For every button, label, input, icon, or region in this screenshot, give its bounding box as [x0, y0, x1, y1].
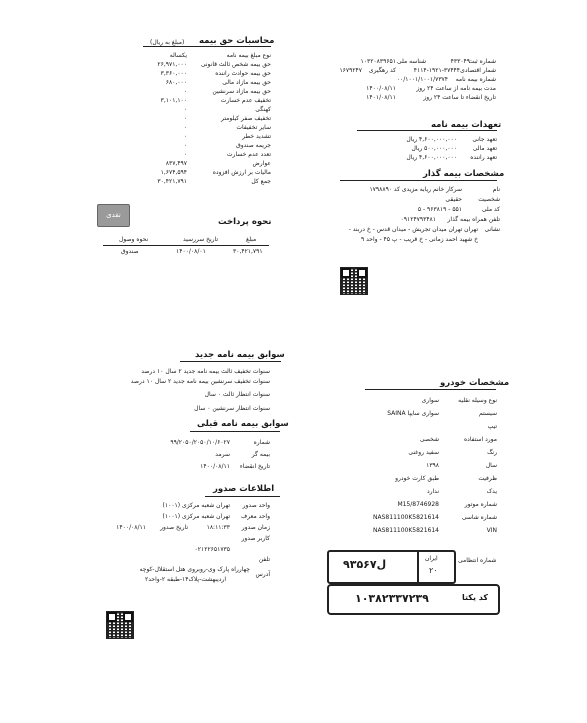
table-row: [125, 169, 271, 178]
history-prev-list: [130, 439, 270, 475]
divider: [180, 361, 281, 362]
issue-time-label: زمان صدور: [241, 524, 270, 531]
commitments-title: تعهدات بیمه نامه: [431, 120, 502, 130]
address-line-1: تهران تهران میدان تجریش - میدان قدس - خ دربند -: [348, 226, 478, 233]
national-code: ۵ - ۹۶۳۸۱۹ - ۵۵۱: [417, 206, 462, 213]
info-row: [326, 85, 496, 94]
info-row: [330, 186, 500, 196]
info-row: [360, 514, 497, 527]
start-date: ۱۴۰۰/۰۸/۱۱: [366, 85, 396, 92]
issuing-unit: تهران شعبه مرکزی (۱۰۰۱): [162, 502, 230, 509]
registration-number-label: شماره ثبت: [468, 58, 496, 65]
info-row: [130, 463, 270, 475]
issuer-address-line-2: اردیبهشت-پلاک۱۴-طبقه ۲-واحد۲: [145, 576, 226, 583]
row-value: ۶۸۰,۰۰۰: [165, 79, 187, 86]
info-row: [360, 397, 497, 410]
table-row: [125, 115, 271, 124]
premium-calc-table: [125, 52, 271, 187]
plate-number: ۹۳ل۵۶۷: [343, 558, 387, 571]
chassis-number-label: شماره شاسی: [461, 514, 497, 521]
info-row: [330, 236, 500, 246]
referring-unit: تهران شعبه مرکزی (۱۰۰۱): [162, 513, 230, 520]
phone-number: ۰۲۱۲۲۶۵۱۷۳۵: [194, 546, 230, 553]
item-value: ۴,۶۰۰,۰۰۰,۰۰۰ ریال: [406, 154, 457, 161]
row-value: ۳,۳۶۰,۰۰۰: [160, 70, 187, 77]
issuance-details: [100, 502, 270, 586]
row-value: ۰: [183, 151, 187, 158]
row-value: ۰: [183, 115, 187, 122]
divider: [103, 245, 269, 246]
vehicle-system: سواری سایپا SAINA: [387, 410, 439, 417]
tracking-code: ۱۶۷۹۲۴۷: [339, 67, 362, 74]
history-new-title: سوابق بیمه نامه جدید: [195, 350, 285, 360]
table-row: [125, 79, 271, 88]
list-item: سنوات تخفیف ثالث بیمه نامه جدید ۲ سال ۱۰ درصد: [141, 368, 270, 375]
divider: [143, 46, 271, 47]
divider: [340, 180, 497, 181]
item-value: ۵۰۰,۰۰۰,۰۰۰ ریال: [411, 145, 457, 152]
plate-label: شماره انتظامی: [458, 557, 497, 564]
issuance-title: اطلاعات صدور: [213, 484, 275, 494]
prev-policy-number: ۹۹/۲۰۵۰/۲۰۵۰/۱۰/۶۰۲۷: [170, 439, 230, 446]
info-row: [130, 451, 270, 463]
info-row: [100, 546, 270, 556]
policy-info: [326, 58, 496, 103]
vehicle-title: مشخصات خودرو: [440, 378, 510, 388]
info-row: [360, 449, 497, 462]
history-prev-title: سوابق بیمه نامه قبلی: [197, 419, 289, 429]
row-value: ۳۰,۴۲۱,۷۹۱: [157, 178, 187, 185]
table-row: [125, 142, 271, 151]
row-label: مالیات بر ارزش افزوده: [212, 169, 271, 176]
issue-time: ۱۸:۱۱:۳۳: [206, 524, 230, 531]
payment-header-due: تاریخ سررسید: [183, 236, 219, 243]
info-row: [100, 524, 270, 535]
row-label: کهنگی: [255, 106, 271, 113]
info-row: [100, 576, 270, 586]
row-label: حق بیمه مازاد مالی: [222, 79, 271, 86]
cash-payment-button[interactable]: نقدی: [97, 204, 130, 227]
table-row: [125, 97, 271, 106]
row-label: تشدید خطر: [242, 133, 271, 140]
info-row: [360, 410, 497, 423]
row-value: ۰: [183, 88, 187, 95]
info-row: [326, 58, 496, 67]
info-row: [100, 556, 270, 566]
row-label: حق بیمه حوادث راننده: [215, 70, 271, 77]
divider: [365, 389, 496, 390]
list-item: سنوات انتظار ثالث ۰ سال: [204, 391, 270, 398]
phone-label: تلفن: [258, 556, 270, 563]
info-row: [326, 76, 496, 85]
info-row: [330, 216, 500, 226]
info-row: [360, 423, 497, 436]
engine-number: M15/8746928: [397, 501, 439, 508]
national-code-label: کد ملی: [481, 206, 500, 213]
info-row: [326, 94, 496, 103]
table-row: [125, 160, 271, 169]
policy-number: ۰۰/۱۰۰۱/۱۰۰۱/۷۳۷۴: [396, 76, 448, 83]
divider: [357, 130, 497, 131]
row-label: تعدد عدم خسارت: [226, 151, 271, 158]
license-plate: [327, 550, 456, 584]
table-row: [125, 151, 271, 160]
table-row: [125, 52, 271, 61]
list-item: سنوات تخفیف سرنشین بیمه نامه جدید ۲ سال ۱۰ درصد: [130, 378, 270, 385]
info-row: [330, 206, 500, 216]
table-row: [125, 70, 271, 79]
capacity-label: ظرفیت: [478, 475, 497, 482]
info-row: [360, 475, 497, 488]
info-row: [360, 488, 497, 501]
unique-code-box: [327, 584, 500, 615]
table-row: [125, 133, 271, 142]
economic-number-label: شمار اقتصادی: [460, 67, 496, 74]
row-value: ۲۶,۹۷۱,۰۰۰: [157, 61, 187, 68]
engine-number-label: شماره موتور: [464, 501, 497, 508]
table-row: [125, 88, 271, 97]
vehicle-year: ۱۳۹۸: [426, 462, 439, 469]
row-value: ۰: [183, 106, 187, 113]
qr-code: [107, 612, 133, 638]
row-label: حق بیمه شخص ثالث قانونی: [200, 61, 271, 68]
table-row: [125, 106, 271, 115]
issuing-user-label: کاربر صدور: [241, 535, 270, 542]
tracking-code-label: کد رهگیری: [368, 67, 396, 74]
mobile-number: ۰۹۱۲۴۷۹۳۴۸۱: [400, 216, 436, 223]
history-new-list: [110, 368, 270, 412]
expiry-date-label: تاریخ انقضاء تا ساعت ۲۴ روز: [423, 94, 496, 101]
vehicle-capacity: طبق کارت خودرو: [395, 475, 439, 482]
issue-date: ۱۴۰۰/۰۸/۱۱: [116, 524, 146, 531]
vehicle-color: سفید روغنی: [408, 449, 439, 456]
insured-name: سرکار خانم ریابه مزیدی کد ۱۷۹۸۸۹۰: [369, 186, 462, 193]
info-row: [100, 566, 270, 576]
list-item: [357, 145, 497, 154]
year-label: سال: [485, 462, 497, 469]
premium-calc-unit: (مبلغ به ریال): [150, 39, 185, 46]
row-label: حق بیمه مازاد سرنشین: [212, 88, 271, 95]
national-id-label: شناسه ملی: [396, 58, 426, 65]
row-value: ۰: [183, 124, 187, 131]
national-id: ۱۰۳۲۰۸۳۹۶۵۱: [360, 58, 396, 65]
issuing-unit-label: واحد صدور: [242, 502, 270, 509]
payment-amount: ۳۰,۴۲۱,۷۹۱: [233, 248, 263, 255]
info-row: [100, 502, 270, 513]
item-label: تعهد راننده: [470, 154, 497, 161]
row-label: تخفیف صفر کیلومتر: [221, 115, 271, 122]
address-label: نشانی: [484, 226, 500, 233]
list-item: سنوات انتظار سرنشین ۰ سال: [194, 405, 270, 412]
vin-label: VIN: [486, 527, 497, 534]
plate-separator: [417, 552, 419, 582]
row-value: ۸۳۷,۴۹۷: [165, 160, 187, 167]
item-label: تعهد جانی: [472, 136, 497, 143]
row-value: یکساله: [169, 52, 187, 59]
vehicle-type: سواری: [421, 397, 439, 404]
info-row: [360, 501, 497, 514]
row-label: عوارض: [252, 160, 271, 167]
list-item: [357, 136, 497, 145]
divider: [190, 431, 280, 432]
info-row: [100, 535, 270, 546]
prev-insurer-label: بیمه گر: [251, 451, 270, 458]
list-item: [357, 154, 497, 163]
policy-number-label: شماره بیمه نامه: [455, 76, 496, 83]
prev-expiry-label: تاریخ انقضاء: [239, 463, 270, 470]
vehicle-type-label: نوع وسیله نقلیه: [458, 397, 497, 404]
entity-label: شخصیت: [478, 196, 500, 203]
referring-unit-label: واحد معرف: [241, 513, 270, 520]
row-value: ۰: [183, 142, 187, 149]
vin-number: NAS811100K5821614: [373, 527, 439, 534]
premium-calc-title: محاسبات حق بیمه: [199, 36, 275, 46]
info-row: [100, 513, 270, 524]
vehicle-trailer: ندارد: [426, 488, 439, 495]
name-label: نام: [492, 186, 500, 193]
vehicle-details: [360, 397, 497, 540]
payment-title: نحوه پرداخت: [218, 217, 272, 227]
payment-header-amount: مبلغ: [246, 236, 257, 243]
unique-code-label: کد یکتا: [462, 593, 488, 602]
entity-type: حقیقی: [445, 196, 462, 203]
color-label: رنگ: [487, 449, 497, 456]
info-row: [326, 67, 496, 76]
info-row: [360, 462, 497, 475]
address-line-2: خ شهید احمد زمانی - خ قریب - پ ۴۵ - واحد ۹: [361, 236, 478, 243]
start-date-label: مدت بیمه نامه از ساعت ۲۴ روز: [416, 85, 496, 92]
prev-expiry-date: ۱۴۰۰/۰۸/۱۱: [200, 463, 230, 470]
commitments-list: [357, 136, 497, 163]
info-row: [130, 439, 270, 451]
trim-label: تیپ: [487, 423, 497, 430]
table-row: [125, 124, 271, 133]
system-label: سیستم: [479, 410, 497, 417]
payment-method: صندوق: [121, 248, 139, 255]
prev-policy-number-label: شماره: [253, 439, 270, 446]
trailer-label: یدک: [486, 488, 497, 495]
info-row: [330, 196, 500, 206]
issuer-address-line-1: چهارراه پارک وی-روبروی هتل استقلال-کوچه: [139, 566, 250, 573]
insured-details: [330, 186, 500, 246]
payment-due-date: ۱۴۰۰/۰۸/۰۱: [176, 248, 206, 255]
row-label: سایر تخفیفات: [236, 124, 271, 131]
address-label: آدرس: [255, 571, 270, 578]
table-row: [125, 178, 271, 187]
mobile-label: تلفن همراه بیمه گذار: [447, 216, 500, 223]
plate-region-word: ایران: [425, 555, 438, 562]
vehicle-usage: شخصی: [419, 436, 439, 443]
info-row: [360, 527, 497, 540]
table-row: [125, 61, 271, 70]
row-value: ۰: [183, 133, 187, 140]
info-row: [360, 436, 497, 449]
plate-region-code: ۲۰: [429, 566, 438, 575]
row-value: ۳,۱۰۱,۱۰۰: [160, 97, 187, 104]
qr-code: [341, 268, 367, 294]
row-label: جمع کل: [251, 178, 271, 185]
economic-number: ۴۱۱۴-۱۹۲۱-۳۷۴۴۴: [413, 67, 460, 74]
item-value: ۴,۶۰۰,۰۰۰,۰۰۰ ریال: [406, 136, 457, 143]
row-label: تخفیف عدم خسارت: [220, 97, 271, 104]
chassis-number: NAS811100K5821614: [373, 514, 439, 521]
payment-header-method: نحوه وصول: [119, 236, 149, 243]
expiry-date: ۱۴۰۱/۰۸/۱۱: [366, 94, 396, 101]
row-label: جریمه صندوق: [236, 142, 271, 149]
info-row: [330, 226, 500, 236]
usage-label: مورد استفاده: [464, 436, 497, 443]
issue-date-label: تاریخ صدور: [160, 524, 188, 531]
divider: [205, 496, 280, 497]
insured-title: مشخصات بیمه گذار: [423, 169, 505, 179]
unique-code: ۱۰۳۸۲۳۳۷۲۳۹: [355, 592, 429, 605]
row-label: نوع مبلغ بیمه نامه: [226, 52, 271, 59]
prev-insurer: سرمد: [215, 451, 230, 458]
item-label: تعهد مالی: [472, 145, 497, 152]
registration-number: ۴۳۳۰۴۹: [450, 58, 470, 65]
row-value: ۱,۶۷۴,۵۹۴: [160, 169, 187, 176]
